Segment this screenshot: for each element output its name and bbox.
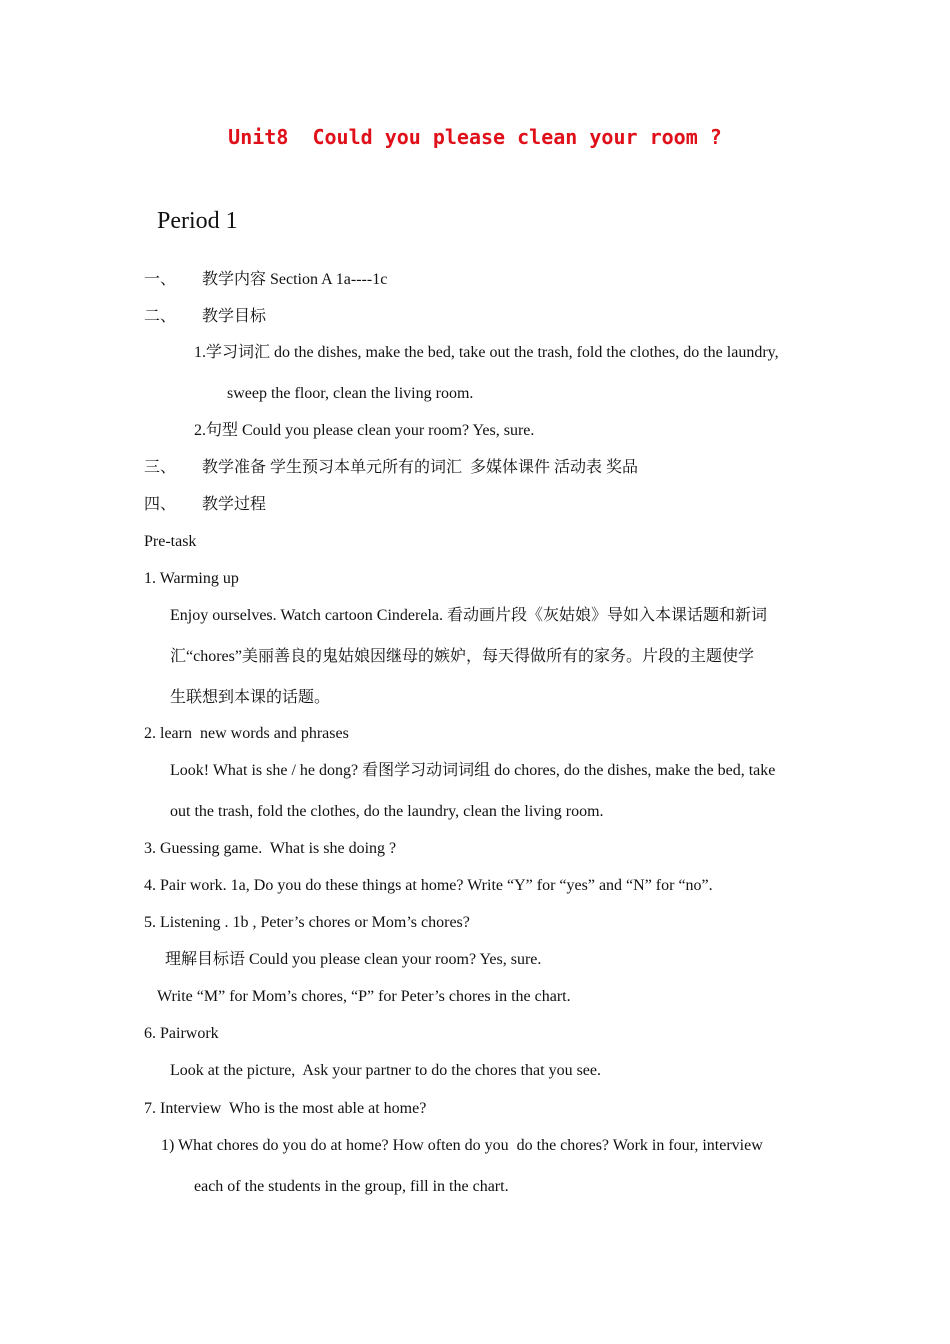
section-number: 三、 bbox=[144, 459, 177, 476]
step-text: Write “M” for Mom’s chores, “P” for Peter’s chores in the chart. bbox=[157, 988, 571, 1005]
step-text: Look! What is she / he dong? 看图学习动词词组 do chores, do the dishes, make the bed, take bbox=[170, 762, 776, 779]
step-pair-work: 4. Pair work. 1a, Do you do these things at home? Write “Y” for “yes” and “N” for “no”. bbox=[144, 877, 713, 894]
goal-sentence: 2.句型 Could you please clean your room? Yes, sure. bbox=[194, 422, 535, 439]
section-number: 四、 bbox=[144, 496, 177, 513]
pretask-heading: Pre-task bbox=[144, 533, 197, 550]
section-number: 一、 bbox=[144, 271, 177, 288]
step-text: Look at the picture, Ask your partner to do the chores that you see. bbox=[170, 1062, 601, 1079]
section-number: 二、 bbox=[144, 308, 177, 325]
section-teaching-prep: 教学准备 学生预习本单元所有的词汇 多媒体课件 活动表 奖品 bbox=[202, 459, 639, 476]
step-text: 理解目标语 Could you please clean your room? Yes, sure. bbox=[165, 951, 542, 968]
step-new-words: 2. learn new words and phrases bbox=[144, 725, 349, 742]
step-interview: 7. Interview Who is the most able at home? bbox=[144, 1100, 427, 1117]
step-text: 1) What chores do you do at home? How often do you do the chores? Work in four, interview bbox=[161, 1137, 763, 1154]
page-title: Unit8 Could you please clean your room ? bbox=[228, 125, 722, 149]
step-text: 汇“chores”美丽善良的鬼姑娘因继母的嫉妒，每天得做所有的家务。片段的主题使学 bbox=[170, 648, 754, 665]
step-warming-up: 1. Warming up bbox=[144, 570, 239, 587]
step-text: each of the students in the group, fill in the chart. bbox=[194, 1178, 509, 1195]
step-text: 生联想到本课的话题。 bbox=[170, 689, 331, 706]
goal-vocabulary-cont: sweep the floor, clean the living room. bbox=[227, 385, 474, 402]
step-text: Enjoy ourselves. Watch cartoon Cinderela. 看动画片段《灰姑娘》导如入本课话题和新词 bbox=[170, 607, 768, 624]
section-teaching-process: 教学过程 bbox=[202, 496, 267, 513]
period-heading: Period 1 bbox=[157, 208, 238, 234]
step-listening: 5. Listening . 1b , Peter’s chores or Mom’s chores? bbox=[144, 914, 470, 931]
step-guessing-game: 3. Guessing game. What is she doing ? bbox=[144, 840, 397, 857]
step-pairwork: 6. Pairwork bbox=[144, 1025, 219, 1042]
goal-vocabulary: 1.学习词汇 do the dishes, make the bed, take out the trash, fold the clothes, do the laundry, bbox=[194, 344, 779, 361]
section-teaching-content: 教学内容 Section A 1a----1c bbox=[202, 271, 388, 288]
step-text: out the trash, fold the clothes, do the laundry, clean the living room. bbox=[170, 803, 604, 820]
section-teaching-goals: 教学目标 bbox=[202, 308, 267, 325]
